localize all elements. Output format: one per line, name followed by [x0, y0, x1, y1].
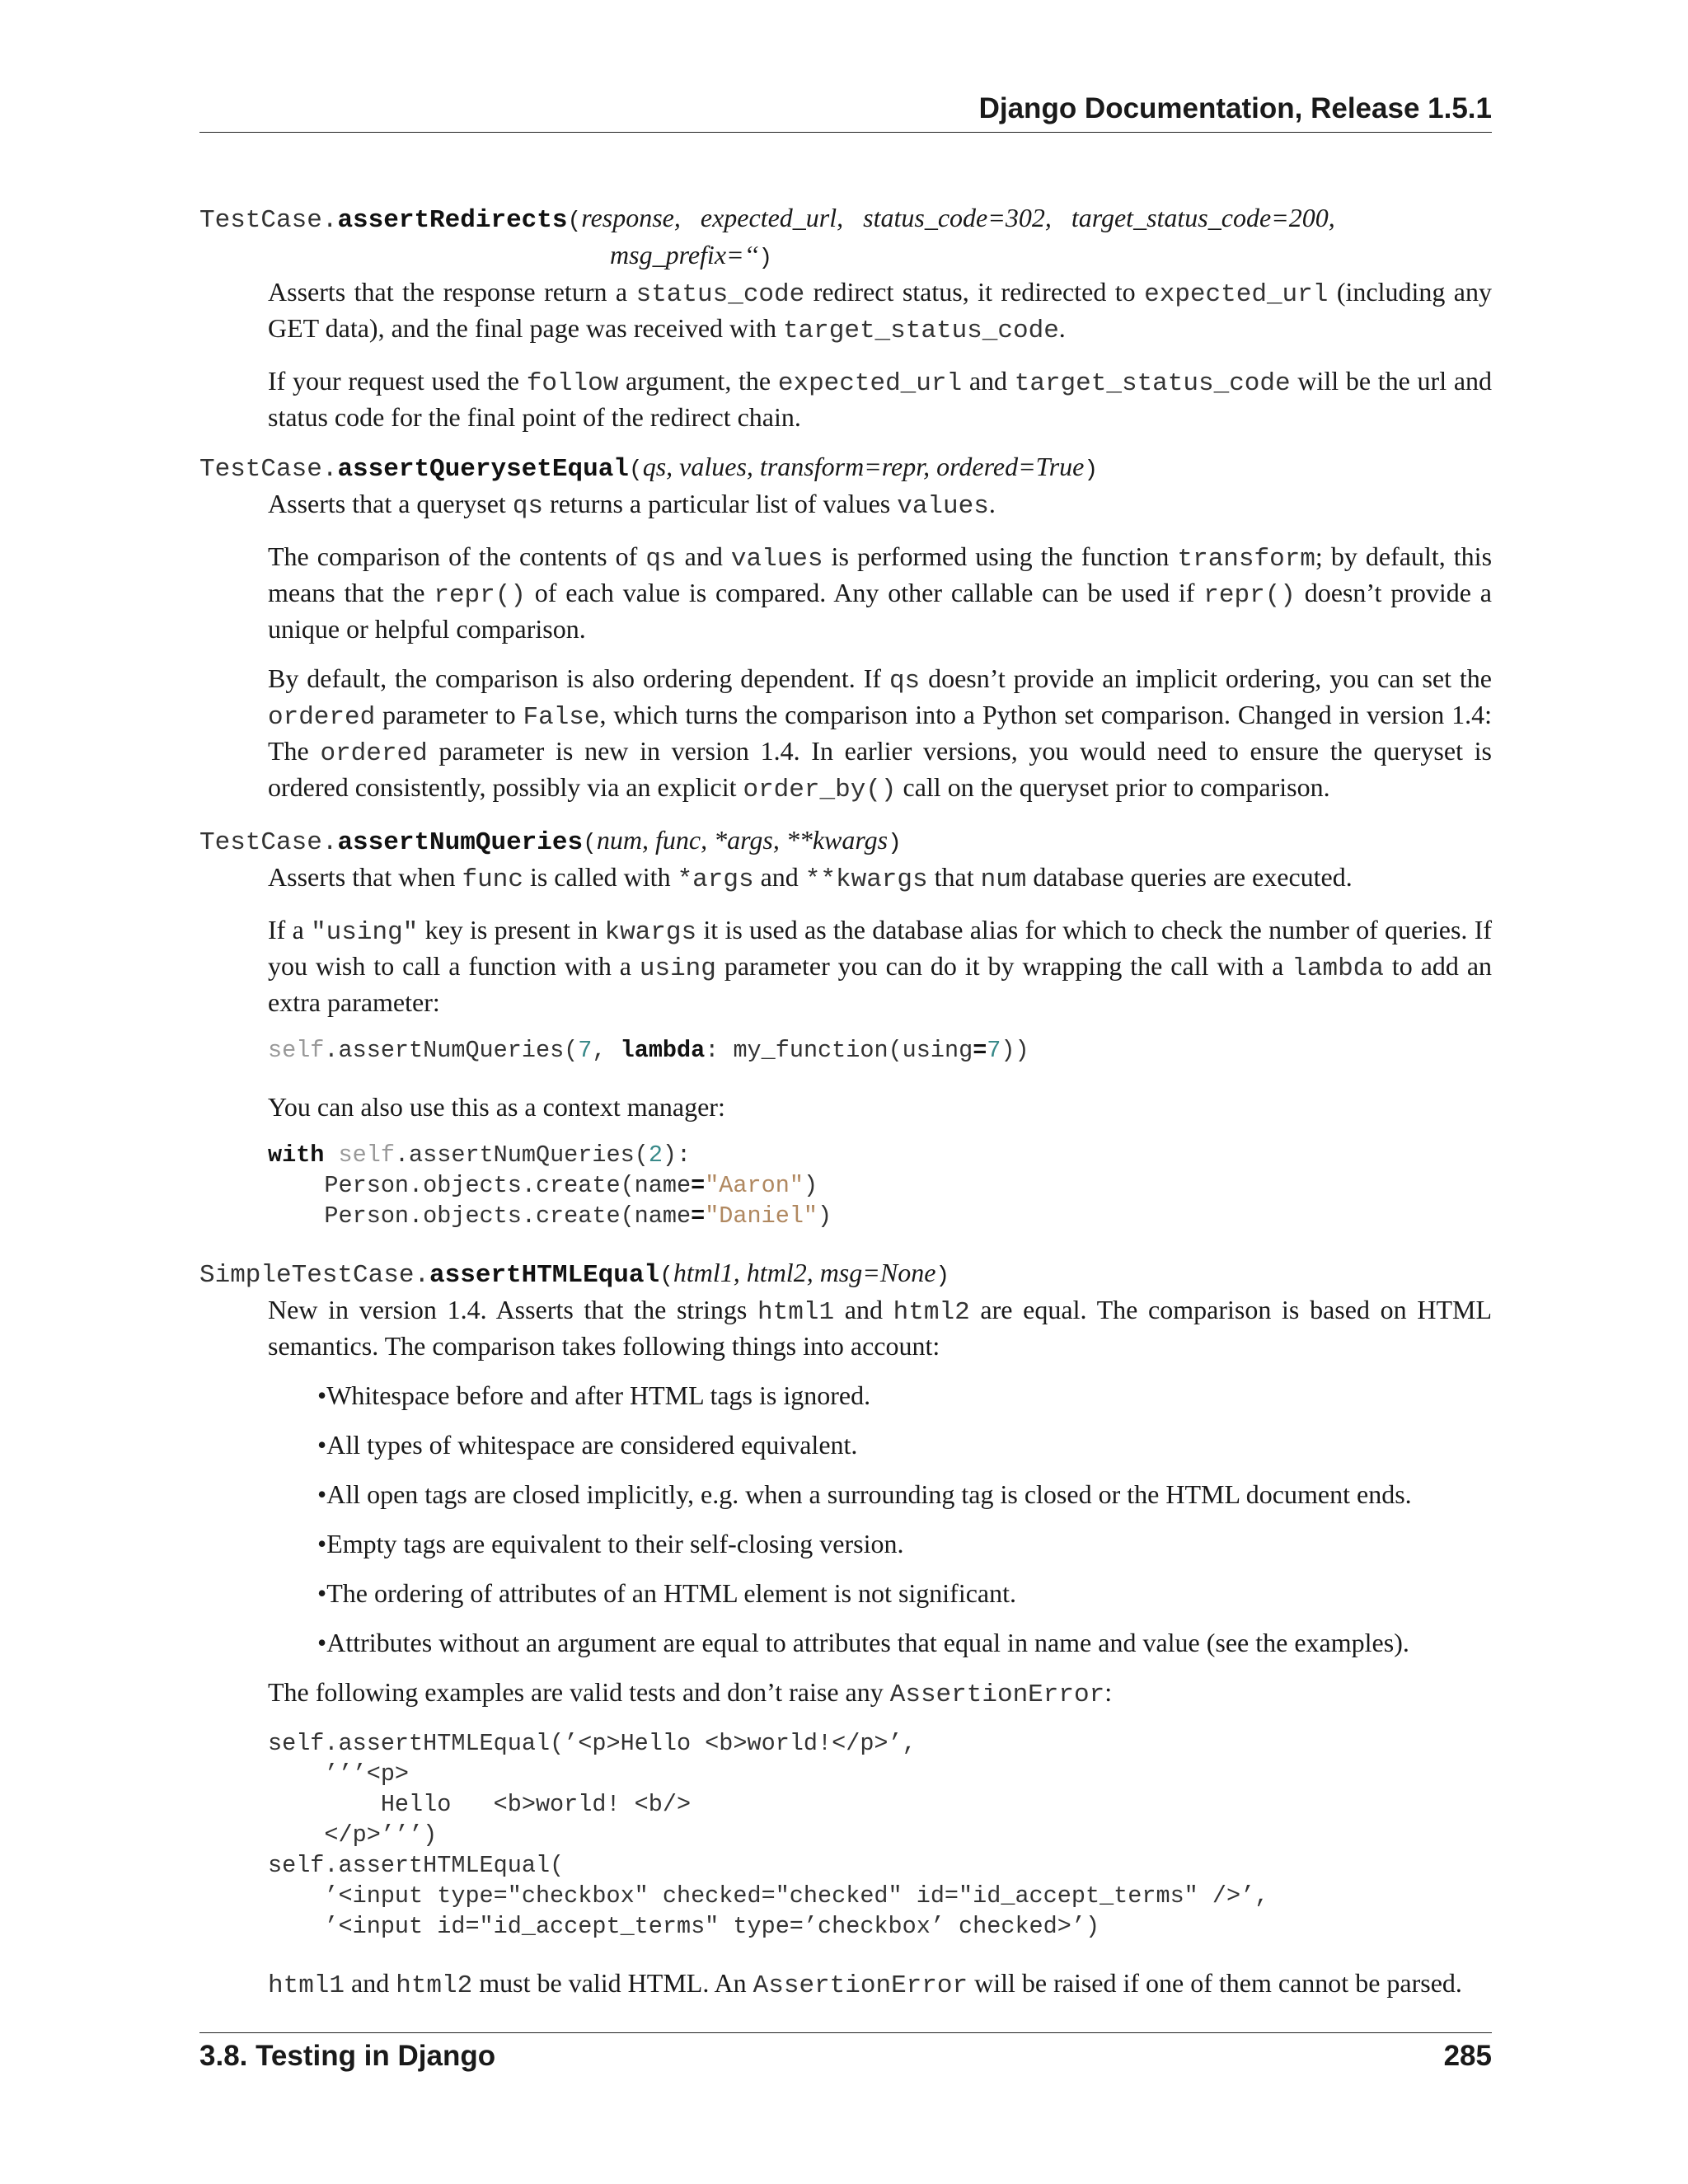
- text: that: [927, 862, 981, 892]
- inline-code: **kwargs: [804, 865, 928, 894]
- bullet-list: [268, 1379, 1492, 1659]
- text: , which turns the comparison into a Python set comparison. Changed in version 1.4: The: [268, 700, 1493, 766]
- inline-code: qs: [645, 545, 677, 574]
- sig-open-paren: (: [567, 209, 582, 234]
- code-token: "Aaron": [705, 1172, 804, 1199]
- page-content: [199, 194, 1492, 2019]
- inline-code: target_status_code: [782, 316, 1059, 345]
- code-token: ,: [592, 1037, 621, 1064]
- text: is performed using the function: [823, 541, 1178, 571]
- text: are equal. The comparison is based on HTML semantics. The comparison takes following things into account:: [268, 1295, 1493, 1361]
- inline-code: html1: [757, 1298, 835, 1327]
- paragraph: [268, 662, 1492, 807]
- code-token: 2: [648, 1141, 663, 1169]
- sig-close-paren: ): [888, 831, 902, 856]
- list-item: •Attributes without an argument are equal to attributes that equal in name and value (see the examples).: [317, 1628, 1409, 1657]
- sig-args: response, expected_url, status_code=302, target_status_code=200,: [581, 203, 1335, 232]
- code-token: =: [973, 1037, 987, 1064]
- sig-close-paren: ): [1084, 457, 1099, 483]
- code-line: </p>’’’): [268, 1821, 438, 1849]
- text: parameter to: [375, 700, 523, 729]
- code-block: [268, 1140, 1492, 1231]
- text: and: [962, 366, 1015, 396]
- paragraph: [268, 1293, 1492, 1362]
- method-description: [268, 860, 1492, 1231]
- sig-method-name: assertHTMLEqual: [429, 1261, 660, 1290]
- code-token: [324, 1141, 338, 1169]
- inline-code: lambda: [1292, 954, 1384, 983]
- sig-class: SimpleTestCase.: [199, 1261, 430, 1290]
- inline-code: qs: [512, 492, 544, 521]
- text: If a: [268, 915, 312, 944]
- list-item: •Whitespace before and after HTML tags is ignored.: [317, 1380, 871, 1410]
- text: database queries are executed.: [1026, 862, 1353, 892]
- text: Asserts that a queryset: [268, 489, 513, 518]
- code-block: [268, 1728, 1492, 1942]
- inline-code: values: [730, 545, 823, 574]
- paragraph: [268, 913, 1492, 1019]
- code-token: lambda: [620, 1037, 706, 1064]
- signature-assertHTMLEqual: [199, 1256, 1492, 1293]
- code-token: )): [1001, 1037, 1029, 1064]
- method-description: [268, 275, 1492, 434]
- list-item: •The ordering of attributes of an HTML element is not significant.: [317, 1578, 1017, 1608]
- text: By default, the comparison is also ordering dependent. If: [268, 663, 889, 693]
- text: argument, the: [618, 366, 778, 396]
- inline-code: follow: [526, 369, 619, 398]
- inline-code: AssertionError: [753, 1971, 968, 2000]
- text: key is present in: [418, 915, 605, 944]
- sig-open-paren: (: [659, 1263, 673, 1289]
- text: will be the url and status code for the final point of the redirect chain.: [268, 366, 1493, 432]
- paragraph: [268, 275, 1492, 348]
- code-token: : my_function(using: [705, 1037, 973, 1064]
- code-token: ):: [662, 1141, 692, 1169]
- inline-code: repr(): [1203, 581, 1296, 610]
- inline-code: html1: [268, 1971, 345, 2000]
- text: and: [676, 541, 731, 571]
- code-token: self: [338, 1141, 395, 1169]
- text: .: [988, 489, 996, 518]
- text: The comparison of the contents of: [268, 541, 646, 571]
- inline-code: *args: [677, 865, 754, 894]
- inline-code: repr(): [434, 581, 526, 610]
- text: (including any GET data), and the final page was received with: [268, 277, 1493, 343]
- code-line: ’’’<p>: [268, 1760, 410, 1788]
- code-token: 7: [987, 1037, 1001, 1064]
- inline-code: status_code: [635, 280, 805, 309]
- code-token: "Daniel": [705, 1202, 818, 1230]
- code-token: with: [268, 1141, 325, 1169]
- inline-code: values: [897, 492, 989, 521]
- text: it is used as the database alias for which to check the number of queries. If you wish to call a function with a: [268, 915, 1493, 981]
- text: must be valid HTML. An: [472, 1968, 753, 1998]
- sig-method-name: assertRedirects: [337, 206, 568, 235]
- sig-close-paren: ): [758, 246, 773, 271]
- list-item: •Empty tags are equivalent to their self-closing version.: [317, 1529, 904, 1558]
- method-description: [268, 1293, 1492, 2003]
- inline-code: order_by(): [743, 776, 897, 804]
- text: call on the queryset prior to comparison.: [896, 772, 1330, 802]
- paragraph: [268, 487, 1492, 523]
- paragraph: [268, 1966, 1492, 2003]
- header-title: Django Documentation, Release 1.5.1: [978, 92, 1492, 124]
- text: The following examples are valid tests and don’t raise any: [268, 1677, 890, 1707]
- sig-open-paren: (: [628, 457, 643, 483]
- code-token: =: [691, 1172, 706, 1199]
- sig-args: html1, html2, msg=None: [673, 1258, 936, 1287]
- code-token: Person.objects.create(name: [268, 1172, 692, 1199]
- code-token: ): [803, 1172, 818, 1199]
- paragraph: [268, 540, 1492, 645]
- text: returns a particular list of values: [543, 489, 898, 518]
- text: to add an extra parameter:: [268, 951, 1493, 1017]
- code-token: ): [818, 1202, 832, 1230]
- inline-code: "using": [311, 918, 419, 947]
- method-description: [268, 487, 1492, 807]
- inline-code: AssertionError: [889, 1680, 1105, 1709]
- inline-code: qs: [889, 667, 921, 696]
- list-item: •All open tags are closed implicitly, e.g. when a surrounding tag is closed or the HTML document ends.: [317, 1479, 1412, 1509]
- text: doesn’t provide an implicit ordering, you can set the: [920, 663, 1493, 693]
- list-item: •All types of whitespace are considered equivalent.: [317, 1430, 858, 1460]
- sig-args-cont: msg_prefix=‘‘: [610, 240, 759, 269]
- text: .: [1058, 313, 1066, 343]
- text: and: [345, 1968, 396, 1998]
- text: is called with: [523, 862, 678, 892]
- code-token: self: [268, 1037, 325, 1064]
- text: :: [1104, 1677, 1113, 1707]
- text: and: [753, 862, 805, 892]
- inline-code: transform: [1177, 545, 1315, 574]
- text: will be raised if one of them cannot be parsed.: [968, 1968, 1462, 1998]
- sig-class: TestCase.: [199, 828, 338, 857]
- sig-method-name: assertNumQueries: [337, 828, 584, 857]
- code-line: ’<input id="id_accept_terms" type=’checkbox’ checked>’): [268, 1913, 1100, 1940]
- sig-class: TestCase.: [199, 206, 338, 235]
- page-number: 285: [1443, 2040, 1492, 2072]
- inline-code: using: [639, 954, 716, 983]
- inline-code: target_status_code: [1014, 369, 1291, 398]
- text: redirect status, it redirected to: [804, 277, 1145, 307]
- code-token: Person.objects.create(name: [268, 1202, 692, 1230]
- code-token: 7: [578, 1037, 593, 1064]
- text: parameter you can do it by wrapping the call with a: [715, 951, 1292, 981]
- inline-code: html2: [893, 1298, 970, 1327]
- sig-args: num, func, *args, **kwargs: [596, 825, 889, 855]
- text: parameter is new in version 1.4. In earlier versions, you would need to ensure the queryset is ordered consistently, possibly via an explicit: [268, 736, 1493, 802]
- code-line: Hello <b>world! <b/>: [268, 1791, 692, 1818]
- text: If your request used the: [268, 366, 527, 396]
- code-token: .assertNumQueries(: [394, 1141, 649, 1169]
- code-line: self.assertHTMLEqual(: [268, 1852, 565, 1879]
- text: ; by default, this means that the: [268, 541, 1493, 607]
- inline-code: html2: [396, 1971, 473, 2000]
- footer-section-title: 3.8. Testing in Django: [199, 2040, 496, 2072]
- page-header: [199, 92, 1492, 133]
- sig-args: qs, values, transform=repr, ordered=True: [642, 452, 1085, 481]
- signature-assertRedirects: [199, 201, 1492, 275]
- sig-method-name: assertQuerysetEqual: [337, 455, 629, 484]
- code-token: .assertNumQueries(: [324, 1037, 579, 1064]
- text: Asserts that the response return a: [268, 277, 636, 307]
- text: and: [834, 1295, 893, 1324]
- signature-assertNumQueries: [199, 823, 1492, 860]
- code-line: ’<input type="checkbox" checked="checked" id="id_accept_terms" />’,: [268, 1882, 1269, 1910]
- text: of each value is compared. Any other callable can be used if: [525, 578, 1204, 607]
- paragraph: [268, 860, 1492, 897]
- inline-code: func: [462, 865, 523, 894]
- inline-code: False: [523, 703, 600, 732]
- signature-assertQuerysetEqual: [199, 450, 1492, 487]
- inline-code: ordered: [268, 703, 376, 732]
- sig-class: TestCase.: [199, 455, 338, 484]
- sig-close-paren: ): [935, 1263, 950, 1289]
- text: doesn’t provide a unique or helpful comparison.: [268, 578, 1493, 644]
- inline-code: expected_url: [1144, 280, 1329, 309]
- code-line: self.assertHTMLEqual(’<p>Hello <b>world!</p>’,: [268, 1730, 917, 1757]
- inline-code: num: [980, 865, 1027, 894]
- paragraph: [268, 1675, 1492, 1712]
- code-token: =: [691, 1202, 706, 1230]
- paragraph: [268, 364, 1492, 434]
- text: New in version 1.4. Asserts that the strings: [268, 1295, 758, 1324]
- text: Asserts that when: [268, 862, 462, 892]
- inline-code: expected_url: [777, 369, 963, 398]
- inline-code: ordered: [320, 739, 428, 768]
- page-footer: [199, 2032, 1492, 2072]
- code-block: [268, 1035, 1492, 1066]
- paragraph: You can also use this as a context manager:: [268, 1092, 725, 1122]
- inline-code: kwargs: [604, 918, 697, 947]
- sig-open-paren: (: [583, 831, 597, 856]
